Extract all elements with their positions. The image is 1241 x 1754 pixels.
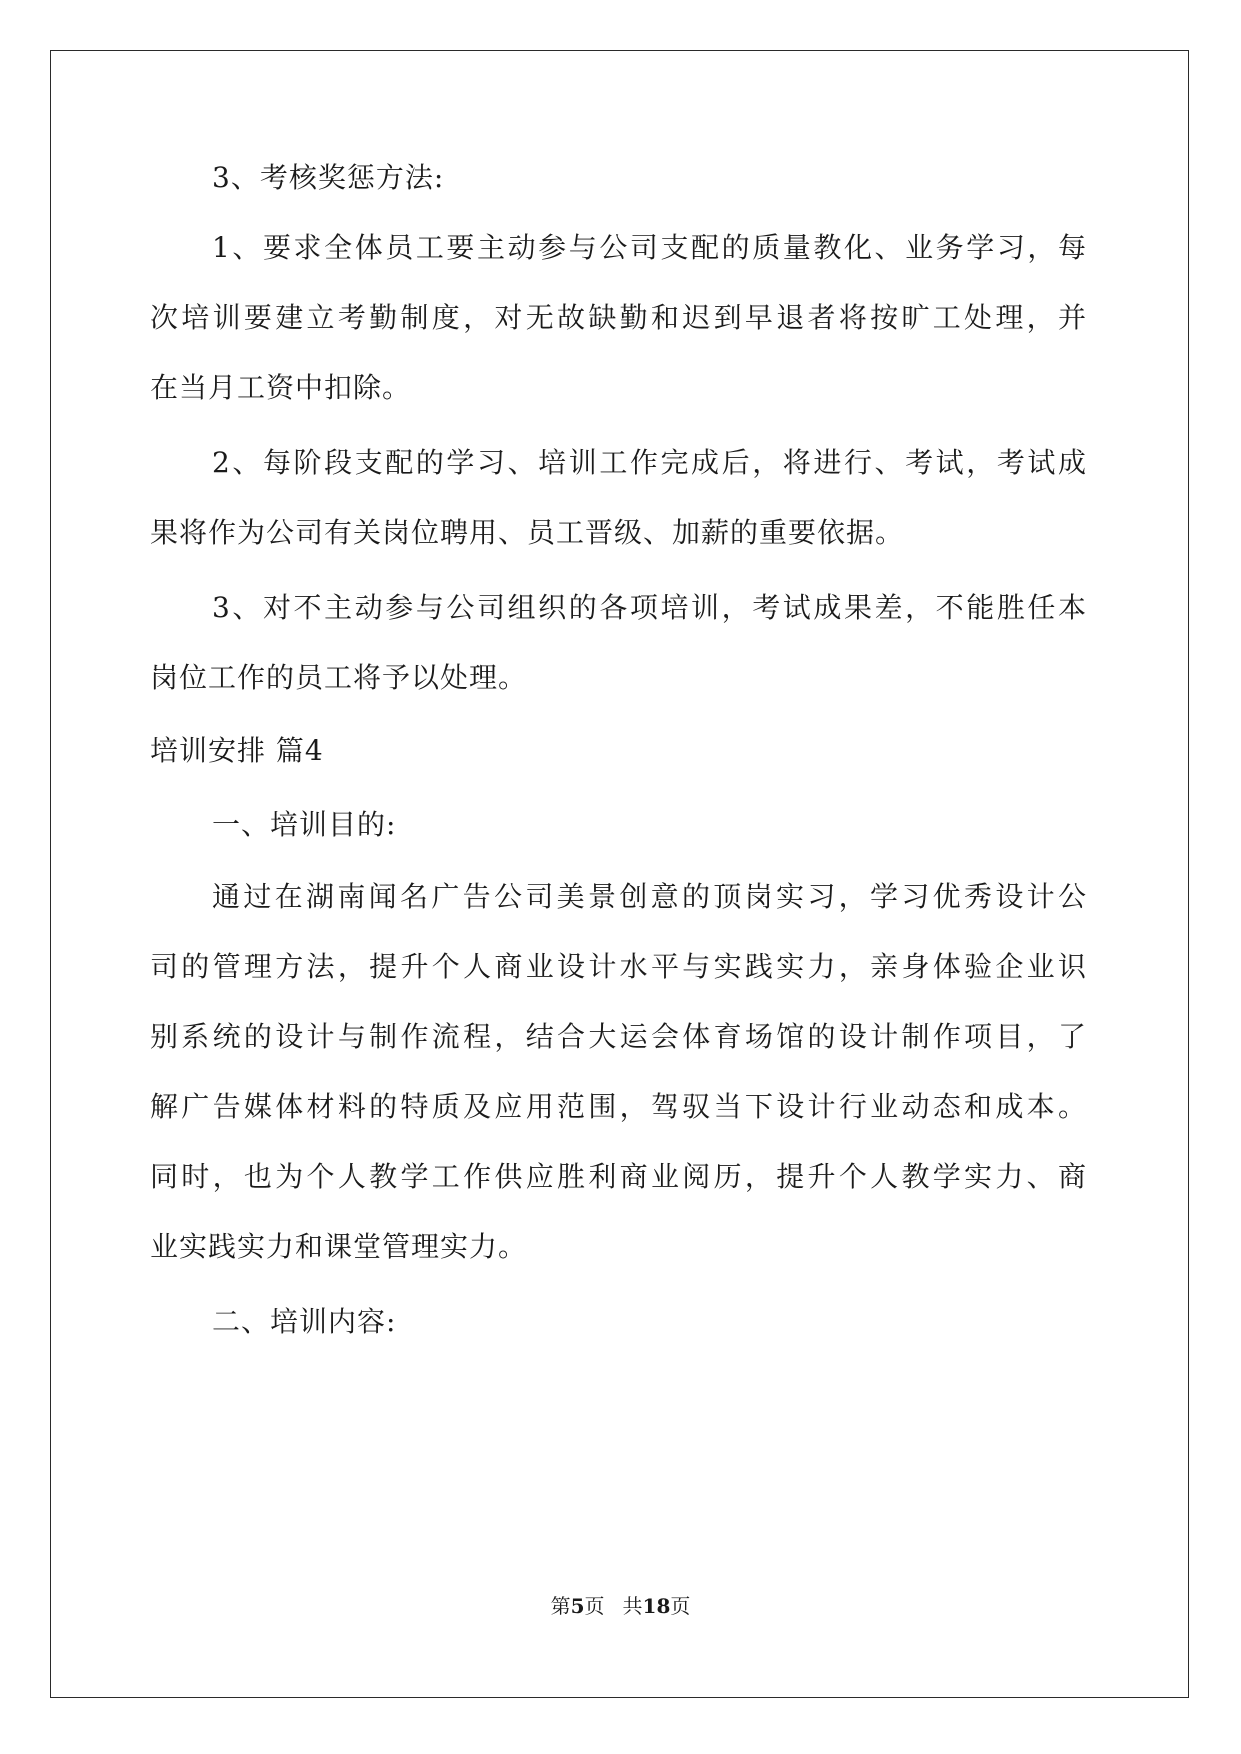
total-pages-suffix: 页 <box>670 1594 691 1618</box>
text-line-15: 同时，也为个人教学工作供应胜利商业阅历，提升个人教学实力、商 <box>150 1160 1086 1193</box>
text-line-4: 在当月工资中扣除。 <box>150 371 412 404</box>
text-line-1: 3、考核奖惩方法: <box>212 161 445 194</box>
text-line-14: 解广告媒体材料的特质及应用范围，驾驭当下设计行业动态和成本。 <box>150 1090 1086 1123</box>
page-number-prefix: 第 <box>550 1594 571 1618</box>
text-line-12: 司的管理方法，提升个人商业设计水平与实践实力，亲身体验企业识 <box>150 950 1086 983</box>
total-pages-prefix: 共 <box>622 1594 643 1618</box>
text-line-2: 1、要求全体员工要主动参与公司支配的质量教化、业务学习，每 <box>212 231 1086 264</box>
text-line-13: 别系统的设计与制作流程，结合大运会体育场馆的设计制作项目，了 <box>150 1020 1086 1053</box>
text-line-5: 2、每阶段支配的学习、培训工作完成后，将进行、考试，考试成 <box>212 446 1086 479</box>
text-line-11: 通过在湖南闻名广告公司美景创意的顶岗实习，学习优秀设计公 <box>212 880 1086 913</box>
text-line-7: 3、对不主动参与公司组织的各项培训，考试成果差，不能胜任本 <box>212 591 1086 624</box>
text-line-16: 业实践实力和课堂管理实力。 <box>150 1230 528 1263</box>
text-line-17: 二、培训内容: <box>212 1305 397 1338</box>
section-heading: 培训安排 篇4 <box>150 734 324 767</box>
text-line-6: 果将作为公司有关岗位聘用、员工晋级、加薪的重要依据。 <box>150 516 905 549</box>
page-footer <box>0 1593 1241 1619</box>
text-line-10: 一、培训目的: <box>212 808 397 841</box>
page-number-suffix: 页 <box>584 1594 605 1618</box>
current-page-number: 5 <box>570 1594 585 1618</box>
text-line-8: 岗位工作的员工将予以处理。 <box>150 661 528 694</box>
total-pages-number: 18 <box>642 1594 671 1618</box>
text-line-3: 次培训要建立考勤制度，对无故缺勤和迟到早退者将按旷工处理，并 <box>150 301 1086 334</box>
